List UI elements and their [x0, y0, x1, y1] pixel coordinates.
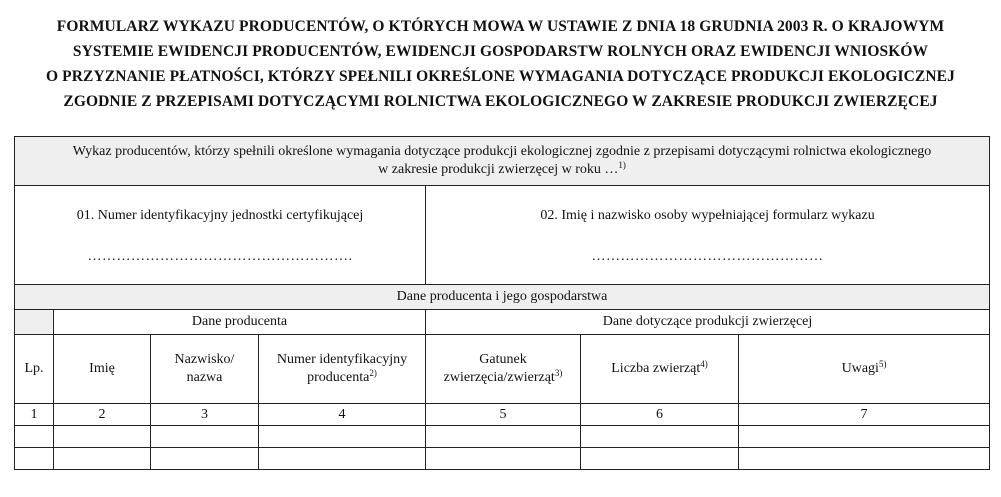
- footnote-4: 4): [700, 359, 708, 369]
- col-number: 3: [151, 404, 259, 426]
- table-cell[interactable]: [739, 426, 990, 448]
- person-name-field[interactable]: [426, 186, 990, 285]
- footnote-2: 2): [369, 368, 377, 378]
- col-number: 4: [259, 404, 426, 426]
- col-number: 5: [426, 404, 581, 426]
- form-title: [0, 14, 1001, 114]
- intro-line-1: Wykaz producentów, którzy spełnili określone wymagania dotyczące produkcji ekologicznej zgodnie z przepisami dotyczącymi rolnictwa ekologicznego: [72, 144, 932, 159]
- table-cell[interactable]: [259, 448, 426, 470]
- table-row: [15, 426, 990, 448]
- person-name-dots: …………………………………………: [591, 249, 824, 264]
- intro-cell: [15, 137, 990, 186]
- col-number: 7: [739, 404, 990, 426]
- title-line-1: FORMULARZ WYKAZU PRODUCENTÓW, O KTÓRYCH MOWA W USTAWIE Z DNIA 18 GRUDNIA 2003 R. O KRAJOWYM: [56, 18, 945, 35]
- animal-group-header: Dane dotyczące produkcji zwierzęcej: [426, 310, 990, 335]
- table-cell[interactable]: [15, 426, 54, 448]
- table-cell[interactable]: [259, 426, 426, 448]
- table-cell[interactable]: [581, 448, 739, 470]
- table-cell[interactable]: [581, 426, 739, 448]
- col-number: 6: [581, 404, 739, 426]
- footnote-5: 5): [878, 359, 887, 369]
- table-row: [15, 448, 990, 470]
- table-cell[interactable]: [426, 448, 581, 470]
- cert-id-label: 01. Numer identyfikacyjny jednostki certyfikującej: [76, 208, 364, 223]
- col-surname-line-2: nazwa: [186, 370, 223, 385]
- col-count-header: [581, 335, 739, 404]
- col-species-header: [426, 335, 581, 404]
- col-first-name-header: Imię: [54, 335, 151, 404]
- table-cell[interactable]: [151, 448, 259, 470]
- table-cell[interactable]: [15, 448, 54, 470]
- col-number: 1: [15, 404, 54, 426]
- col-number: 2: [54, 404, 151, 426]
- cert-id-dots: ……………………………………………….: [87, 249, 353, 264]
- table-cell[interactable]: [151, 426, 259, 448]
- table-cell[interactable]: [54, 426, 151, 448]
- title-line-4: ZGODNIE Z PRZEPISAMI DOTYCZĄCYMI ROLNICTWA EKOLOGICZNEGO W ZAKRESIE PRODUKCJI ZWIERZĘCEJ: [63, 93, 938, 110]
- title-line-3: O PRZYZNANIE PŁATNOŚCI, KTÓRZY SPEŁNILI OKREŚLONE WYMAGANIA DOTYCZĄCE PRODUKCJI EKOLOGICZNEJ: [46, 68, 955, 85]
- table-cell[interactable]: [54, 448, 151, 470]
- table-cell[interactable]: [739, 448, 990, 470]
- cert-id-field[interactable]: [15, 186, 426, 285]
- footnote-3: 3): [554, 368, 563, 378]
- col-notes-label: Uwagi: [841, 361, 879, 376]
- col-producer-id-line-1: Numer identyfikacyjny: [276, 352, 408, 367]
- producer-list-table: [14, 136, 990, 470]
- table-cell[interactable]: [426, 426, 581, 448]
- col-surname-line-1: Nazwisko/: [174, 352, 235, 367]
- footnote-1: 1): [618, 160, 626, 170]
- col-species-line-2: zwierzęcia/zwierząt: [443, 370, 555, 385]
- col-notes-header: [739, 335, 990, 404]
- person-name-label: 02. Imię i nazwisko osoby wypełniającej formularz wykazu: [540, 208, 875, 223]
- col-producer-id-header: [259, 335, 426, 404]
- producer-group-header: Dane producenta: [54, 310, 426, 335]
- col-count-label: Liczba zwierząt: [611, 361, 701, 376]
- intro-line-2: w zakresie produkcji zwierzęcej w roku …: [378, 162, 619, 177]
- lp-group-blank: [15, 310, 54, 335]
- title-line-2: SYSTEMIE EWIDENCJI PRODUCENTÓW, EWIDENCJI GOSPODARSTW ROLNYCH ORAZ EWIDENCJI WNIOSKÓW: [72, 43, 929, 60]
- col-producer-id-line-2: producenta: [307, 370, 370, 385]
- col-lp-header: Lp.: [15, 335, 54, 404]
- section-title: Dane producenta i jego gospodarstwa: [15, 285, 990, 310]
- col-species-line-1: Gatunek: [479, 352, 527, 367]
- col-surname-header: [151, 335, 259, 404]
